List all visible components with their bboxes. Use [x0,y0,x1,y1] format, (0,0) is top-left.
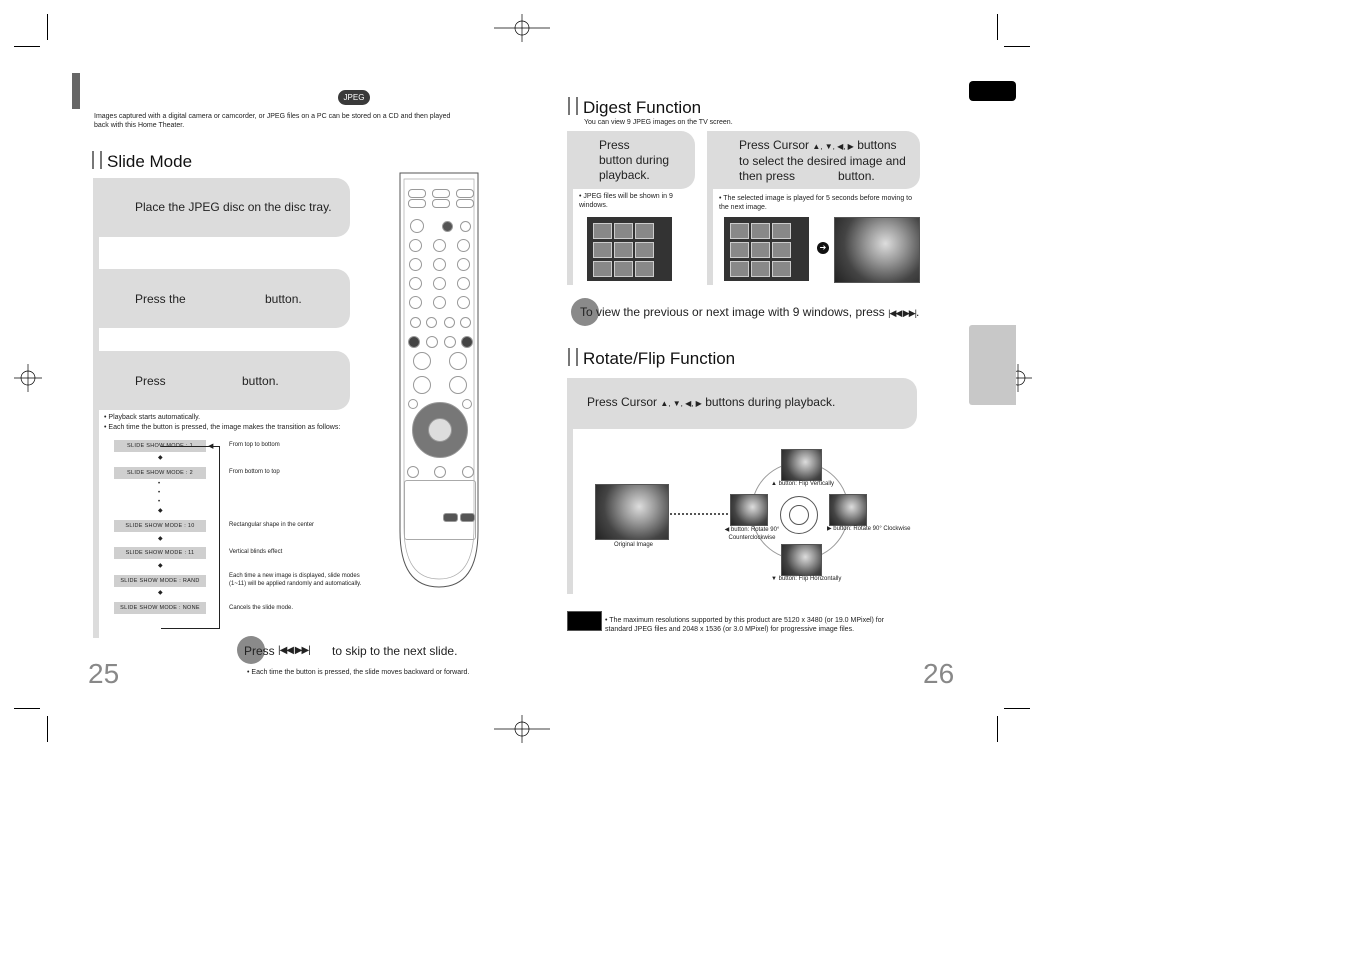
remote-key [433,239,446,252]
remote-enter-button [428,418,452,442]
flip-horizontal-photo [781,544,822,576]
remote-key [409,296,422,309]
mode-11: SLIDE SHOW MODE : 11 [114,547,206,559]
mode-none-desc: Cancels the slide mode. [229,605,294,611]
cursor-arrows-icon: ▲, ▼, ◀, ▶ [812,142,854,151]
remote-key [433,277,446,290]
remote-digest-button [460,513,475,522]
remote-tuner-button [456,189,474,198]
mode-rand: SLIDE SHOW MODE : RAND [114,575,206,587]
skip-note: • Each time the button is pressed, the slide moves backward or forward. [247,668,469,677]
dotted-connector [670,513,728,515]
remote-key [433,296,446,309]
mode-1-desc: From top to bottom [229,442,280,448]
remote-key [457,258,470,271]
rotate-sidebar [567,378,573,594]
registration-target-icon [494,14,550,42]
prev-next-icon: |◀◀ ▶▶| [278,645,310,656]
down-arrow-icon: ◆ [158,455,163,461]
rotate-cw-caption: ▶ button: Rotate 90° Clockwise [827,526,911,532]
remote-usb-button [456,199,474,208]
step-2-text-post: button. [265,292,302,306]
section-title-rotate: Rotate/Flip Function [568,348,735,369]
mode-11-desc: Vertical blinds effect [229,549,283,555]
remote-skip-back-button [408,336,420,348]
remote-play-button [444,336,456,348]
jpeg-badge: JPEG [338,90,370,105]
section-title-slide-mode: Slide Mode [92,151,192,172]
step-3-box [93,351,350,410]
prev-next-icon: |◀◀ ▶▶| [888,308,917,318]
remote-tvvideo-button [460,221,471,232]
remote-lower-panel [404,480,476,540]
remote-key [462,466,474,478]
remote-tuning-up-button [449,352,467,370]
digest-step1-note: • JPEG files will be shown in 9 windows. [579,192,689,210]
remote-volume-down-button [413,376,431,394]
original-image-caption: Original Image [614,542,654,548]
step-2-text-pre: Press the [135,292,186,306]
rotate-cw-photo [829,494,867,526]
remote-key [457,239,470,252]
remote-skip-fwd-button [461,336,473,348]
page-number-25: 25 [88,658,120,689]
remote-aux-button [432,199,450,208]
section-title-digest: Digest Function [568,97,701,118]
mode-rand-desc: Each time a new image is displayed, slide modes (1~11) will be applied randomly and automatically. [229,573,362,587]
remote-stop-button [426,336,438,348]
mode-2-desc: From bottom to top [229,469,280,475]
remote-info-button [407,466,419,478]
step-1-text: Place the JPEG disc on the disc tray. [135,200,332,214]
note-label-box [567,611,602,631]
remote-tuning-down-button [449,376,467,394]
remote-key [426,317,437,328]
mode-10: SLIDE SHOW MODE : 10 [114,520,206,532]
flip-vertical-caption: ▲ button: Flip Vertically [771,481,834,487]
skip-text-post: to skip to the next slide. [332,644,458,658]
flip-vertical-photo [781,449,822,481]
rotate-ccw-photo [730,494,768,526]
down-arrow-icon: ◆ [158,590,163,596]
remote-key [457,277,470,290]
digest-step1-sidebar [567,131,573,285]
down-arrow-icon: ◆ [158,563,163,569]
digest-step2-line3-pre: then press [739,169,796,183]
mode-2: SLIDE SHOW MODE : 2 [114,467,206,479]
intro-text: Images captured with a digital camera or camcorder, or JPEG files on a PC can be stored on a CD and then played back with this Home Theater. [94,113,451,129]
mode-1: SLIDE SHOW MODE : 1 [114,440,206,452]
remote-key [409,277,422,290]
remote-key [433,258,446,271]
remote-key [457,296,470,309]
right-arrow-icon: ➔ [817,242,829,254]
remote-key [444,317,455,328]
digest-step2-line3-post: button. [838,169,875,183]
registration-target-icon [14,364,42,392]
ellipsis-dots: • • • ◆ [158,481,163,514]
digest-step2-note: • The selected image is played for 5 seconds before moving to the next image. [719,194,919,212]
step-3-text-pre: Press [135,374,166,388]
digest-step2-line1: Press Cursor ▲, ▼, ◀, ▶ buttons [739,138,897,152]
rotate-ccw-caption: ◀ button: Rotate 90° Counterclockwise [724,527,780,541]
note-playback: • Playback starts automatically. [104,413,200,422]
remote-tv-button [408,189,426,198]
cursor-arrows-icon: ▲, ▼, ◀, ▶ [660,399,702,408]
remote-open-close-button [442,221,453,232]
resolution-note: • The maximum resolutions supported by this product are 5120 x 3480 (or 19.0 MPixel) for standard JPEG files and 2048 x 1536 (or 3.0 MPixel) for progressive image files. [605,616,910,634]
remote-key [409,258,422,271]
chapter-bar [72,73,80,109]
remote-key [410,317,421,328]
mode-none: SLIDE SHOW MODE : NONE [114,602,206,614]
remote-receiver-button [408,199,426,208]
remote-return-button [462,399,472,409]
step-2-box [93,269,350,328]
rotate-step-text: Press Cursor ▲, ▼, ◀, ▶ buttons during playback. [587,395,836,409]
remote-key [434,466,446,478]
remote-key [460,317,471,328]
right-triangle-icon: ▶ [827,526,832,532]
kitten-photo [834,217,920,283]
original-image [595,484,669,540]
digest-nine-window-screen [587,217,672,281]
down-arrow-icon: ◆ [158,536,163,542]
loop-arrow-icon: ◀ [208,443,214,450]
step-3-text-post: button. [242,374,279,388]
digest-nine-window-screen-2 [724,217,809,281]
remote-dvd-button [432,189,450,198]
remote-key [409,239,422,252]
remote-menu-button [408,399,418,409]
left-triangle-icon: ◀ [724,527,730,533]
digest-step2-line2: to select the desired image and [739,154,906,168]
digest-subtitle: You can view 9 JPEG images on the TV screen. [584,119,733,126]
digest-step2-sidebar [707,131,713,285]
page-number-26: 26 [923,658,955,689]
side-tab [969,325,1016,405]
note-transition: • Each time the button is pressed, the image makes the transition as follows: [104,423,340,432]
up-triangle-icon: ▲ [771,481,777,487]
remote-power-button [410,219,424,233]
flip-horizontal-caption: ▼ button: Flip Horizontally [771,576,842,582]
loop-bracket [161,446,220,629]
remote-control [396,171,482,589]
chapter-tab [969,81,1016,101]
digest-tip: To view the previous or next image with 9 windows, press |◀◀ ▶▶|. [580,305,920,319]
remote-slide-mode-button [443,513,458,522]
digest-step1-text: Press button during playback. [599,138,670,182]
registration-target-icon [494,715,550,743]
mode-10-desc: Rectangular shape in the center [229,522,315,528]
cursor-pad-inner [789,505,809,525]
remote-volume-up-button [413,352,431,370]
down-triangle-icon: ▼ [771,576,777,582]
skip-text-pre: Press [244,644,275,658]
